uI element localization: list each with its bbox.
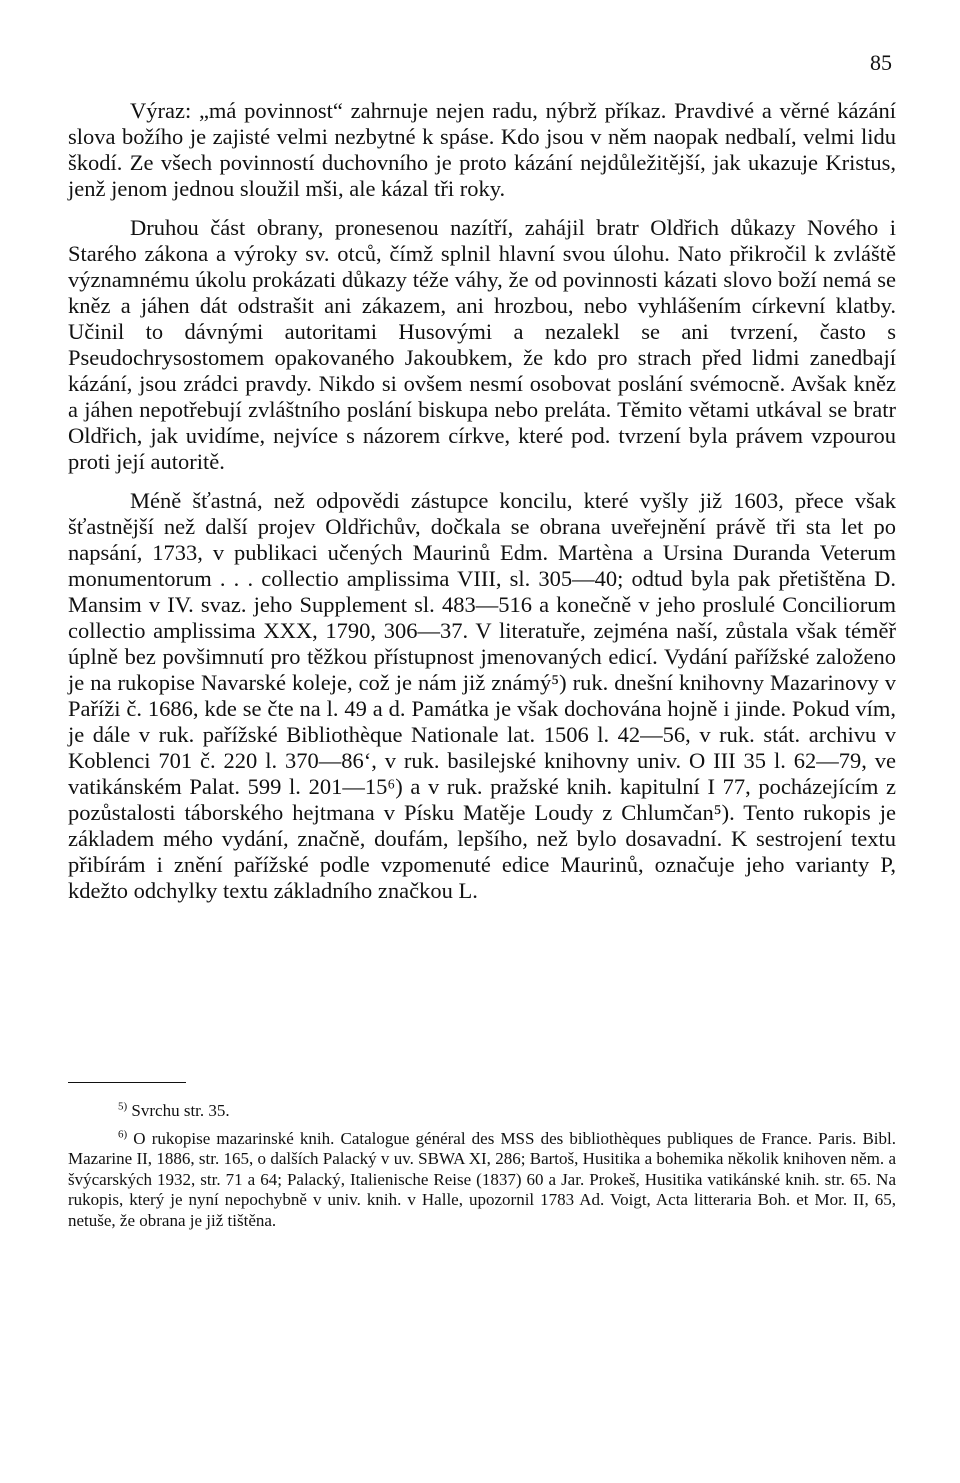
paragraph-3: Méně šťastná, než odpovědi zástupce koncilu, které vyšly již 1603, přece však šťastnější než další projev Oldřichův, dočkala se obrana uveřejnění právě tři sta let po napsání, 1733, v publikaci učených Maurinů Edm. Martèna a Ursina Duranda Veterum monumentorum . . . collectio amplissima VIII, sl. 305—40; odtud byla pak přetištěna D. Mansim v IV. svaz. jeho Supplement sl. 483—516 a konečně v jeho proslulé Conciliorum collectio amplissima XXX, 1790, 306—37. V literatuře, zejména naší, zůstala však téměř úplně bez povšimnutí pro těžkou přístupnost jmenovaných edicí. Vydání pařížské založeno je na rukopise Navarské koleje, což je nám již známý⁵) ruk. dnešní knihovny Mazarinovy v Paříži č. 1686, kde se čte na l. 49 a d. Památka je však dochována hojně i jinde. Pokud vím, je dále v ruk. pařížské Bibliothèque Nationale lat. 1506 l. 42—56, v ruk. stát. archivu v Koblenci 701 č. 220 l. 370—86‘, v ruk. basilejské knihovny univ. O III 35 l. 62—79, ve vatikánském Palat. 599 l. 201—15⁶) a v ruk. pražské knih. kapitulní I 77, pocházejícím z pozůstalosti táborského hejtmana v Písku Matěje Loudy z Chlumčan⁵). Tento rukopis je základem mého vydání, značně, doufám, lepšího, než bylo dosavadní. K sestrojení textu přibírám i znění pařížské podle vzpomenuté edice Maurinů, označuje jeho varianty P, kdežto odchylky textu základního značkou L. bbox=[68, 488, 896, 903]
body-text bbox=[68, 98, 896, 917]
footnote-text: Svrchu str. 35. bbox=[131, 1101, 230, 1120]
paragraph-2: Druhou část obrany, pronesenou nazítří, zahájil bratr Oldřich důkazy Nového i Starého zákona a výroky sv. otců, čímž splnil hlavní svou úlohu. Nato přikročil k zvláště významnému úkolu prokázati důkazy téže váhy, že od povinnosti kázati slovo boží nemá se kněz a jáhen dát odstrašit ani zákazem, ani hrozbou, nebo vyhlášením církevní klatby. Učinil to dávnými autoritami Husovými a nezalekl se ani tvrzení, často s Pseudochrysostomem opakovaného Jakoubkem, že kdo pro strach před lidmi zanedbají kázání, jsou zrádci pravdy. Nikdo si ovšem nesmí osobovat poslání svémocně. Avšak kněz a jáhen nepotřebují zvláštního poslání biskupa nebo preláta. Těmito větami utkával se bratr Oldřich, jak uvidíme, nejvíce s názorem církve, které pod. tvrzení byla právem vzpourou proti její autoritě. bbox=[68, 215, 896, 474]
paragraph-1: Výraz: „má povinnost“ zahrnuje nejen radu, nýbrž příkaz. Pravdivé a věrné kázání slova božího je zajisté velmi nezbytné k spáse. Kdo jsou v něm naopak nedbalí, velmi lidu škodí. Ze všech povinností duchovního je proto kázání nejdůležitější, jak ukazuje Kristus, jenž jenom jednou sloužil mši, ale kázal tři roky. bbox=[68, 98, 896, 201]
book-page bbox=[68, 0, 896, 1483]
footnote-text: O rukopise mazarinské knih. Catalogue général des MSS des bibliothèques publiques de France. Paris. Bibl. Mazarine II, 1886, str. 165, o dalších Palacký v uv. SBWA XI, 286; Bartoš, Husitika a bohemika několik knihoven něm. a švýcarských 1932, str. 71 a 64; Palacký, Italienische Reise (1837) 60 a Jar. Prokeš, Husitika vatikánské knih. str. 65. Na rukopis, který je nyní nepochybně v univ. knih. v Halle, upozornil 1783 Ad. Voigt, Acta litteraria Boh. et Mor. II, 65, netuše, že obrana je již tištěna. bbox=[68, 1128, 897, 1230]
footnote-6 bbox=[68, 1129, 896, 1232]
footnotes bbox=[68, 1101, 896, 1238]
footnote-divider bbox=[68, 1082, 186, 1083]
footnote-5 bbox=[68, 1101, 896, 1122]
page-number: 85 bbox=[870, 50, 892, 75]
footnote-mark: 6) bbox=[118, 1127, 128, 1140]
footnote-mark: 5) bbox=[118, 1100, 128, 1113]
